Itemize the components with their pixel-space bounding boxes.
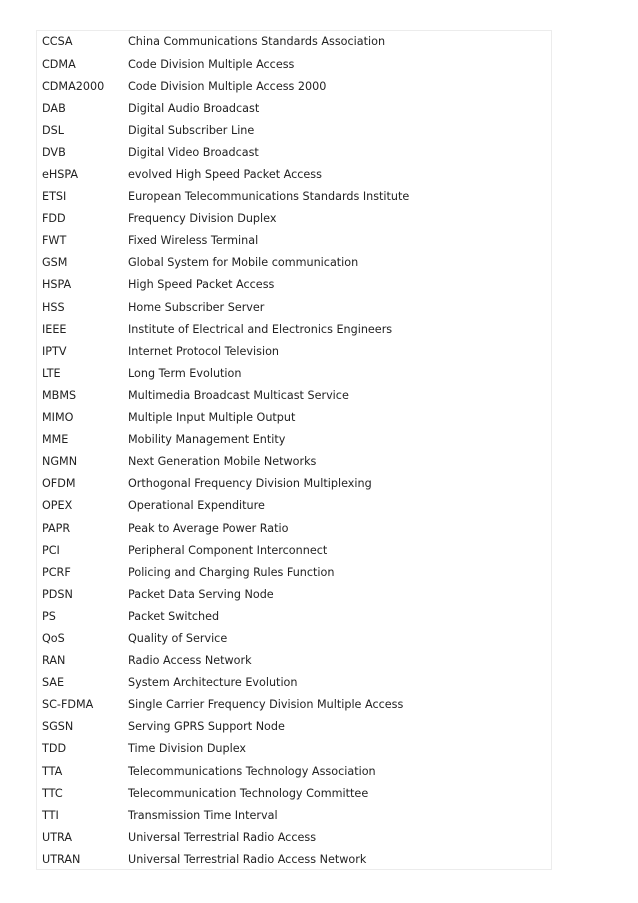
expansion: Packet Switched [128, 609, 220, 623]
glossary-row [36, 274, 552, 296]
glossary-row [36, 650, 552, 672]
abbreviation: TDD [42, 742, 67, 756]
expansion: Orthogonal Frequency Division Multiplexing [128, 477, 372, 491]
glossary-row [36, 451, 552, 473]
expansion: Long Term Evolution [128, 366, 242, 380]
glossary-row [36, 362, 552, 384]
abbreviation: eHSPA [42, 168, 79, 181]
expansion: European Telecommunications Standards Institute [128, 190, 410, 204]
abbreviation: TTI [42, 808, 59, 822]
expansion: Multiple Input Multiple Output [128, 411, 296, 425]
expansion: Radio Access Network [128, 654, 252, 668]
abbreviation: DVB [42, 145, 66, 159]
abbreviation: SGSN [42, 720, 74, 734]
expansion: China Communications Standards Association [128, 35, 386, 49]
glossary-row [36, 97, 552, 119]
expansion: Packet Data Serving Node [128, 587, 274, 601]
expansion: Serving GPRS Support Node [128, 720, 285, 734]
expansion: evolved High Speed Packet Access [128, 168, 322, 181]
abbreviation: FWT [42, 234, 67, 248]
expansion: Peak to Average Power Ratio [128, 521, 289, 535]
abbreviation: FDD [42, 212, 66, 226]
glossary-row [36, 296, 552, 318]
expansion: Multimedia Broadcast Multicast Service [128, 388, 349, 402]
glossary-row [36, 31, 552, 53]
glossary-row [36, 53, 552, 75]
glossary-row [36, 473, 552, 495]
expansion: Next Generation Mobile Networks [128, 455, 317, 469]
abbreviation: CDMA2000 [42, 79, 105, 93]
expansion: Telecommunication Technology Committee [128, 786, 369, 800]
expansion: Institute of Electrical and Electronics Engineers [128, 322, 393, 336]
glossary-row [36, 561, 552, 583]
glossary-row [36, 230, 552, 252]
abbreviation: HSS [42, 300, 65, 314]
expansion: Mobility Management Entity [128, 433, 286, 447]
abbreviation: SAE [42, 676, 65, 690]
expansion: Single Carrier Frequency Division Multiple Access [128, 698, 404, 712]
abbreviation: DSL [42, 123, 64, 137]
glossary-row [36, 826, 552, 848]
abbreviation: MIMO [42, 411, 74, 425]
glossary-row [36, 429, 552, 451]
glossary-row [36, 495, 552, 517]
abbreviation: PDSN [42, 587, 73, 601]
expansion: Time Division Duplex [128, 742, 247, 756]
expansion: Home Subscriber Server [128, 300, 265, 314]
glossary-row [36, 738, 552, 760]
expansion: Quality of Service [128, 631, 228, 645]
expansion: Telecommunications Technology Association [128, 764, 376, 778]
abbreviation: DAB [42, 101, 66, 115]
abbreviation: HSPA [42, 278, 72, 292]
abbreviation: CDMA [42, 57, 76, 71]
abbreviation: PCI [42, 543, 60, 557]
glossary-row [36, 694, 552, 716]
glossary-row [36, 539, 552, 561]
abbreviation: LTE [42, 366, 61, 380]
abbreviation: TTA [42, 764, 63, 778]
glossary-row [36, 583, 552, 605]
expansion: Global System for Mobile communication [128, 256, 359, 270]
abbreviation: GSM [42, 256, 68, 270]
expansion: Digital Subscriber Line [128, 123, 255, 137]
abbreviation: PCRF [42, 565, 71, 579]
expansion: Digital Audio Broadcast [128, 101, 260, 115]
abbreviation: OPEX [42, 499, 73, 513]
expansion: Internet Protocol Television [128, 344, 280, 358]
glossary-row [36, 252, 552, 274]
glossary-row [36, 716, 552, 738]
abbreviation: RAN [42, 654, 66, 668]
glossary-row [36, 75, 552, 97]
abbreviation: QoS [42, 631, 65, 645]
expansion: Code Division Multiple Access 2000 [128, 79, 327, 93]
glossary-row [36, 760, 552, 782]
abbreviation: MBMS [42, 388, 77, 402]
abbreviation: SC-FDMA [42, 698, 94, 712]
expansion: Policing and Charging Rules Function [128, 565, 335, 579]
abbreviation: IPTV [42, 344, 67, 358]
expansion: Universal Terrestrial Radio Access Network [128, 852, 367, 866]
abbreviation: UTRAN [42, 852, 81, 866]
abbreviation: MME [42, 433, 69, 447]
expansion: High Speed Packet Access [128, 278, 275, 292]
expansion: Transmission Time Interval [128, 808, 278, 822]
expansion: Code Division Multiple Access [128, 57, 295, 71]
expansion: Peripheral Component Interconnect [128, 543, 328, 557]
expansion: Universal Terrestrial Radio Access [128, 830, 317, 844]
glossary-row [36, 628, 552, 650]
abbreviation: NGMN [42, 455, 78, 469]
abbreviation: UTRA [42, 830, 72, 844]
glossary-row [36, 517, 552, 539]
expansion: Fixed Wireless Terminal [128, 234, 259, 248]
expansion: Digital Video Broadcast [128, 145, 259, 159]
expansion: Operational Expenditure [128, 499, 265, 513]
expansion: System Architecture Evolution [128, 676, 298, 690]
glossary-row [36, 340, 552, 362]
abbreviation: ETSI [42, 190, 67, 204]
glossary-row [36, 804, 552, 826]
expansion: Frequency Division Duplex [128, 212, 277, 226]
glossary-row [36, 407, 552, 429]
glossary-table [36, 31, 552, 871]
glossary-row [36, 385, 552, 407]
abbreviation: PS [42, 609, 56, 623]
abbreviation: TTC [42, 786, 63, 800]
abbreviation: OFDM [42, 477, 76, 491]
glossary-row [36, 605, 552, 627]
glossary-row [36, 119, 552, 141]
glossary-row [36, 186, 552, 208]
glossary-row [36, 141, 552, 163]
glossary-row [36, 848, 552, 870]
abbreviation: IEEE [42, 322, 67, 336]
glossary-row [36, 164, 552, 186]
glossary-row [36, 782, 552, 804]
abbreviation: PAPR [42, 521, 71, 535]
glossary-row [36, 208, 552, 230]
abbreviation: CCSA [42, 35, 73, 49]
glossary-row [36, 672, 552, 694]
glossary-row [36, 318, 552, 340]
